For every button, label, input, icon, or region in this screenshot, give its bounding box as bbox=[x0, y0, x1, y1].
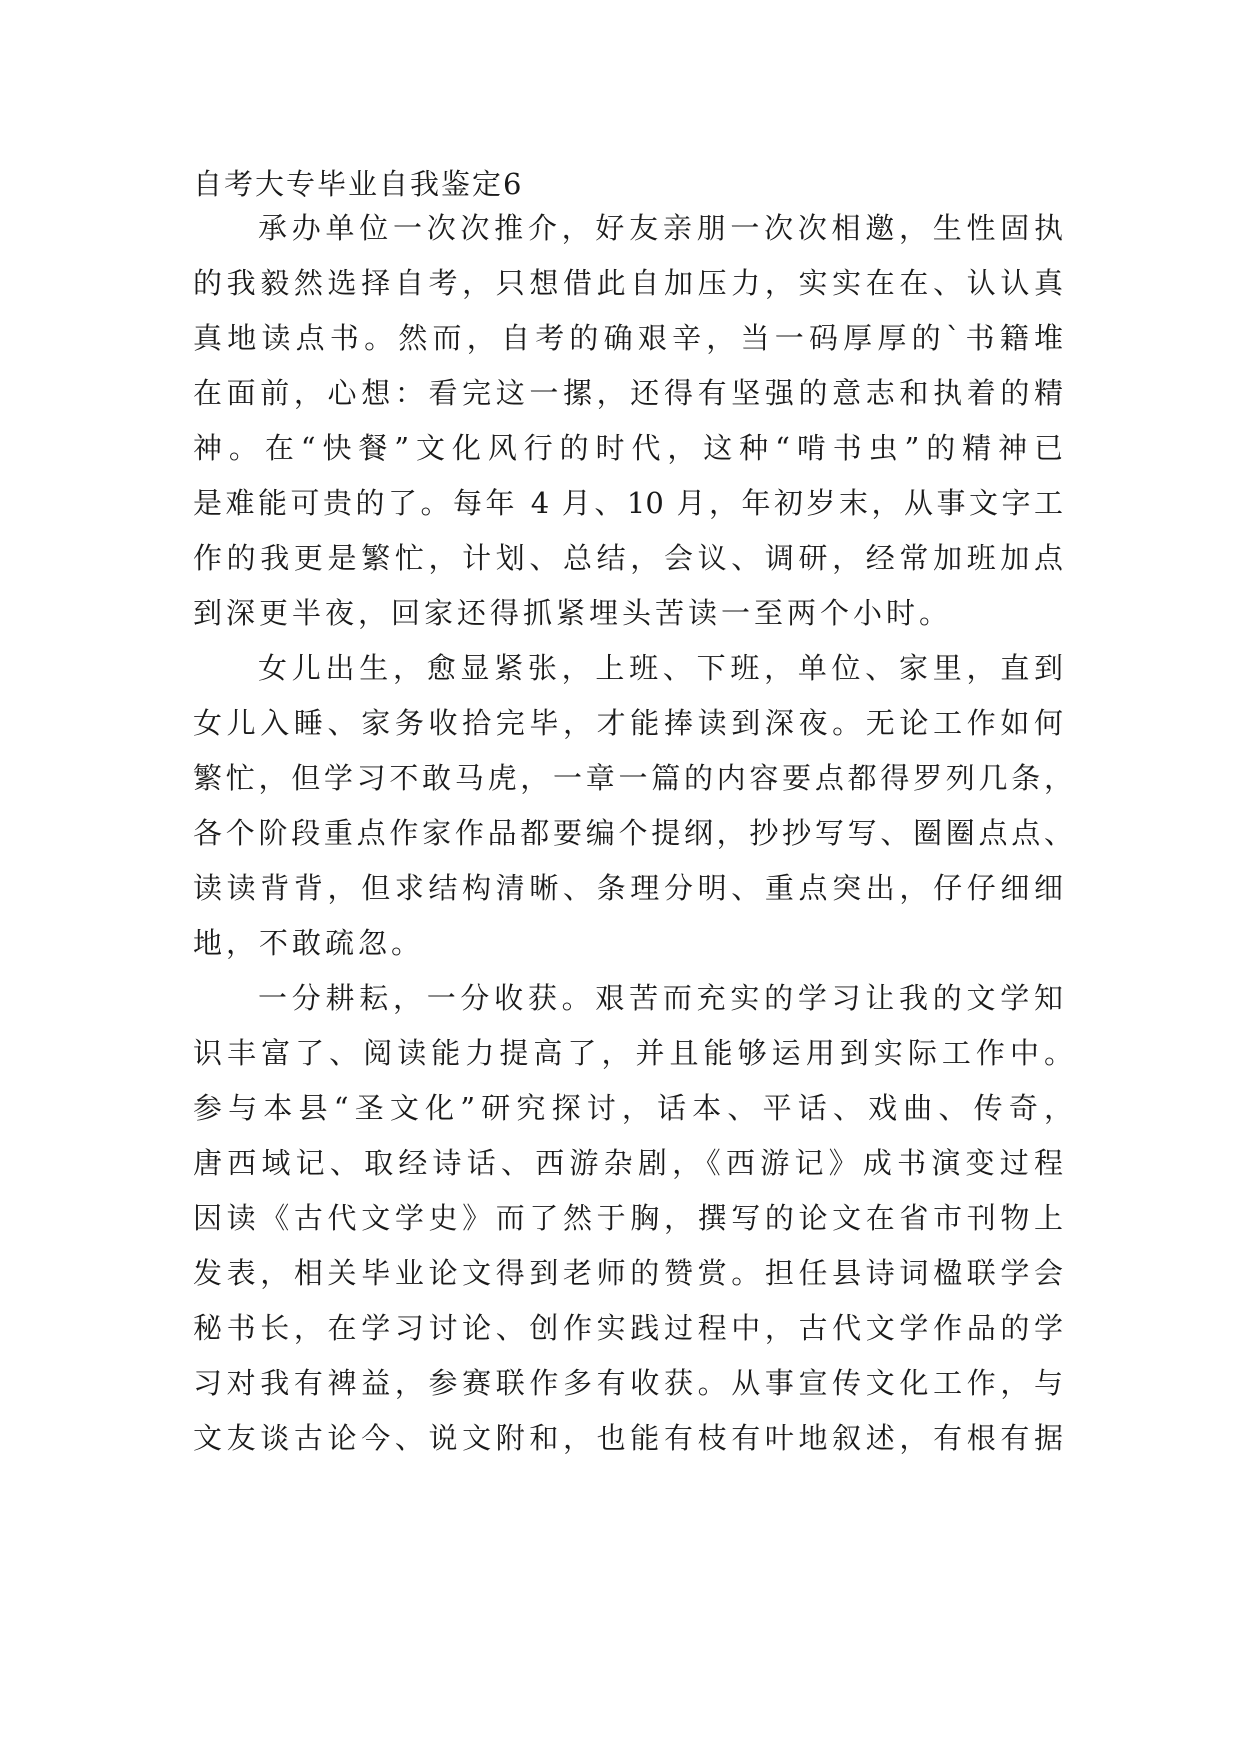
paragraph-2-line-4: 各个阶段重点作家作品都要编个提纲，抄抄写写、圈圈点点、 bbox=[193, 816, 1073, 850]
paragraph-2-line-6: 地，不敢疏忽。 bbox=[193, 926, 425, 960]
paragraph-2-line-5: 读读背背，但求结构清晰、条理分明、重点突出，仔仔细细 bbox=[193, 871, 1063, 905]
paragraph-2-line-2: 女儿入睡、家务收拾完毕，才能捧读到深夜。无论工作如何 bbox=[193, 706, 1063, 740]
paragraph-2-line-3: 繁忙，但学习不敢马虎，一章一篇的内容要点都得罗列几条， bbox=[193, 761, 1073, 795]
paragraph-1-line-4: 在面前，心想：看完这一摞，还得有坚强的意志和执着的精 bbox=[193, 376, 1063, 410]
paragraph-3-line-5: 因读《古代文学史》而了然于胸，撰写的论文在省市刊物上 bbox=[193, 1201, 1063, 1235]
paragraph-3-line-8: 习对我有裨益，参赛联作多有收获。从事宣传文化工作，与 bbox=[193, 1366, 1063, 1400]
paragraph-1-line-7: 作的我更是繁忙，计划、总结，会议、调研，经常加班加点 bbox=[193, 541, 1063, 575]
paragraph-3-line-6: 发表，相关毕业论文得到老师的赞赏。担任县诗词楹联学会 bbox=[193, 1256, 1063, 1290]
paragraph-2-line-1: 女儿出生，愈显紧张，上班、下班，单位、家里，直到 bbox=[258, 651, 1063, 685]
paragraph-3-line-2: 识丰富了、阅读能力提高了，并且能够运用到实际工作中。 bbox=[193, 1036, 1073, 1070]
paragraph-1-line-3: 真地读点书。然而，自考的确艰辛，当一码厚厚的`书籍堆 bbox=[193, 321, 1063, 355]
paragraph-1-line-5: 神。在“快餐”文化风行的时代，这种“啃书虫”的精神已 bbox=[193, 431, 1063, 465]
paragraph-1-line-8: 到深更半夜，回家还得抓紧埋头苦读一至两个小时。 bbox=[193, 596, 953, 630]
document-title: 自考大专毕业自我鉴定6 bbox=[193, 167, 524, 201]
paragraph-3-line-4: 唐西域记、取经诗话、西游杂剧，《西游记》成书演变过程 bbox=[193, 1146, 1063, 1180]
paragraph-3-line-7: 秘书长，在学习讨论、创作实践过程中，古代文学作品的学 bbox=[193, 1311, 1063, 1345]
paragraph-1-line-1: 承办单位一次次推介，好友亲朋一次次相邀，生性固执 bbox=[258, 211, 1063, 245]
paragraph-3-line-1: 一分耕耘，一分收获。艰苦而充实的学习让我的文学知 bbox=[258, 981, 1063, 1015]
paragraph-1-line-2: 的我毅然选择自考，只想借此自加压力，实实在在、认认真 bbox=[193, 266, 1063, 300]
paragraph-3-line-3: 参与本县“圣文化”研究探讨，话本、平话、戏曲、传奇， bbox=[193, 1091, 1073, 1125]
paragraph-3-line-9: 文友谈古论今、说文附和，也能有枝有叶地叙述，有根有据 bbox=[193, 1421, 1063, 1455]
paragraph-1-line-6: 是难能可贵的了。每年 4 月、10 月，年初岁末，从事文字工 bbox=[193, 486, 1063, 520]
